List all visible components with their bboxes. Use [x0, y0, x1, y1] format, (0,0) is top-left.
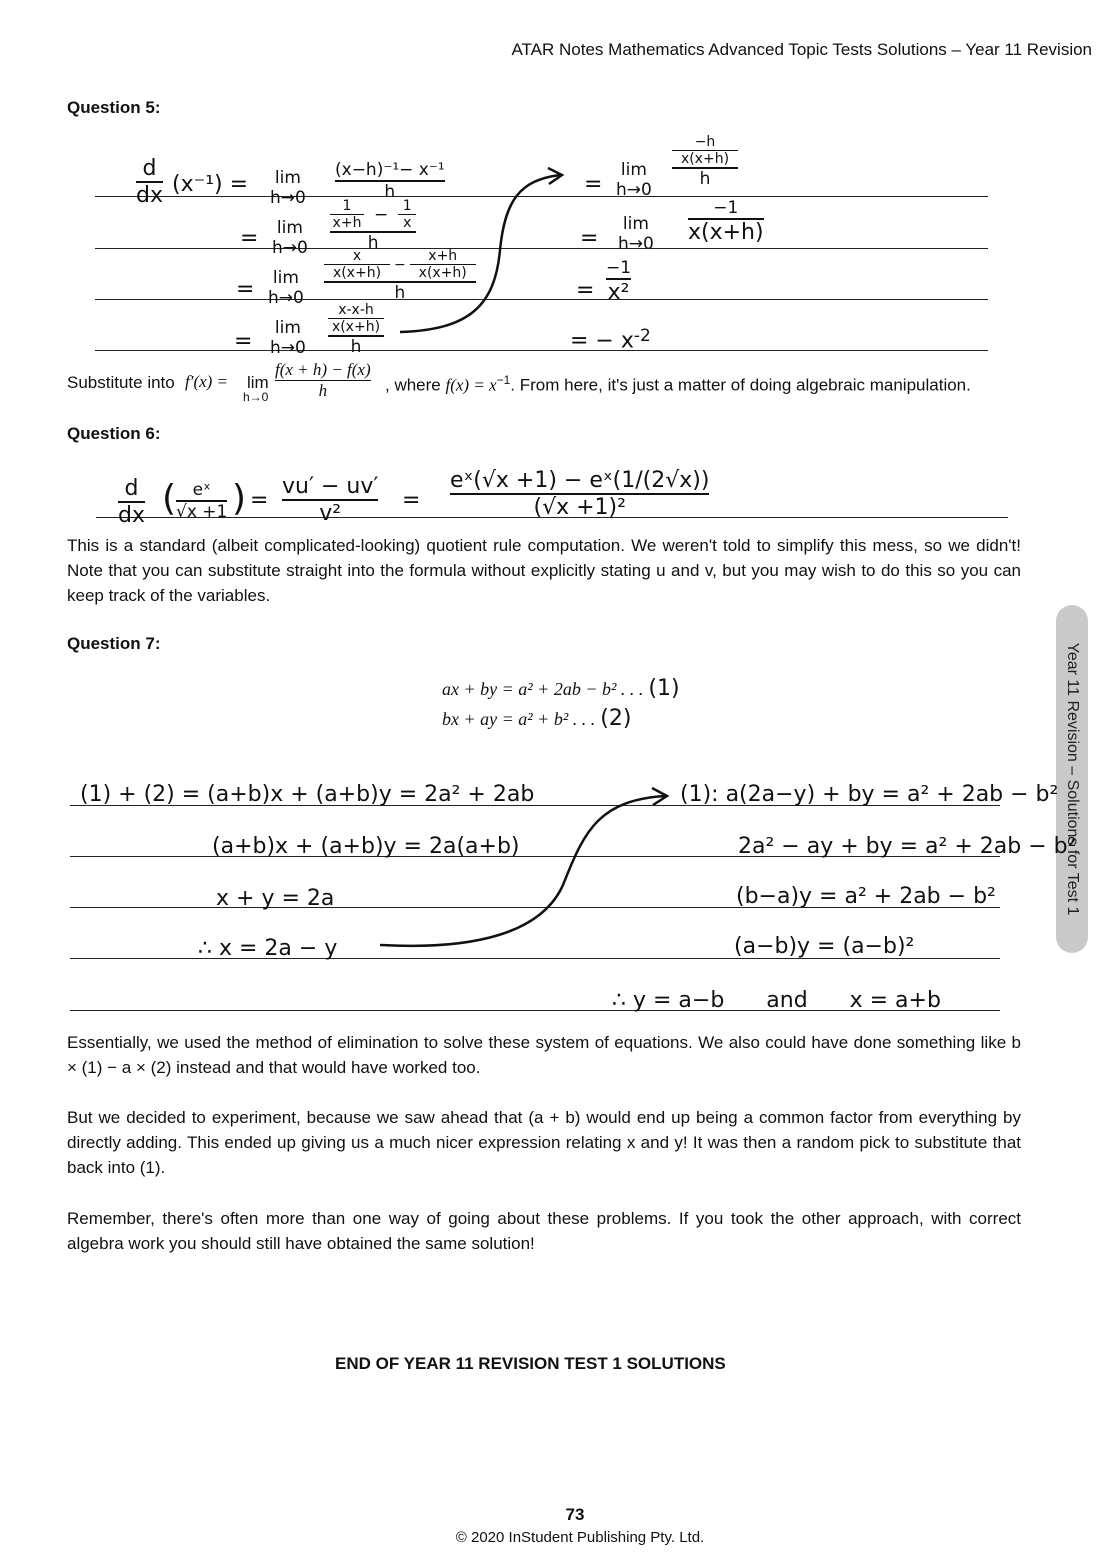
- equals-sign: =: [402, 488, 421, 513]
- question-7-explanation-3: Remember, there's often more than one way of going about these problems. If you took the other approach, with correct algebra work you should still have obtained the same solution!: [67, 1209, 1021, 1253]
- x-inverse: (x⁻¹) =: [172, 172, 249, 197]
- question-5-heading: Question 5:: [67, 98, 161, 117]
- final-result: = − $x^{-2}$: [570, 326, 651, 354]
- equals-sign: =: [584, 172, 603, 197]
- question-7-heading: Question 7:: [67, 634, 161, 653]
- quotient-rule-formula: vu′ − uv′ v²: [282, 474, 379, 526]
- question-5-explanation: Substitute into f′(x) = lim h→0 f(x + h) − f(x) h , where $f(x) = x^{-1}$. From here, it's just a matter of doing algebraic manipulation.: [67, 360, 971, 404]
- limit-label: lim h→0: [616, 160, 652, 200]
- left-paren: (: [162, 478, 177, 519]
- running-header: ATAR Notes Mathematics Advanced Topic Tests Solutions – Year 11 Revision: [511, 40, 1092, 59]
- working-line-left-1: (1) + (2) = (a+b)x + (a+b)y = 2a² + 2ab: [80, 782, 535, 807]
- derivative-operator: d dx: [136, 156, 163, 208]
- equals-sign: =: [580, 226, 599, 251]
- equals-sign: =: [236, 277, 255, 302]
- simplified-quotient-1: −h x(x+h) h: [672, 134, 738, 189]
- equation-1: ax + by = a² + 2ab − b² . . . (1): [442, 676, 680, 701]
- page-number: 73: [565, 1505, 585, 1524]
- equals-sign: =: [240, 226, 259, 251]
- working-line-right-5: ∴ y = a−b and x = a+b: [612, 988, 941, 1013]
- difference-quotient-1: (x−h)⁻¹− x⁻¹ h: [335, 160, 445, 202]
- right-paren: ): [232, 478, 247, 519]
- working-line-right-1: (1): a(2a−y) + by = a² + 2ab − b²: [680, 782, 1059, 807]
- first-principles-fraction: f(x + h) − f(x) h: [275, 360, 371, 400]
- working-line-left-4: ∴ x = 2a − y: [198, 936, 338, 961]
- limit-label: lim h→0: [618, 214, 654, 254]
- derivative-operator: d dx: [118, 476, 145, 528]
- question-7-explanation-2: But we decided to experiment, because we saw ahead that (a + b) would end up being a common factor from everything by directly adding. This ended up giving us a much nicer expression relating x and y! It was then a random pick to substitute that back into (1).: [67, 1108, 1021, 1177]
- end-of-test-label: END OF YEAR 11 REVISION TEST 1 SOLUTIONS: [335, 1354, 726, 1373]
- working-line-left-2: (a+b)x + (a+b)y = 2a(a+b): [212, 834, 520, 859]
- limit-label: lim h→0: [272, 218, 308, 258]
- function-fraction: eˣ √x +1: [176, 480, 228, 522]
- quotient-rule-result: eˣ(√x +1) − eˣ(1/(2√x)) (√x +1)²: [450, 468, 710, 520]
- copyright: © 2020 InStudent Publishing Pty. Ltd.: [455, 1529, 705, 1546]
- limit-label: lim h→0: [270, 318, 306, 358]
- question-6-explanation: This is a standard (albeit complicated-looking) quotient rule computation. We weren't told to simplify this mess, so we didn't! Note that you can substitute straight into the formula without explicitly stating u and v, but you may wish to do this so you can keep track of the variables.: [67, 536, 1021, 605]
- working-line-right-4: (a−b)y = (a−b)²: [734, 934, 915, 959]
- equation-2: bx + ay = a² + b² . . . (2): [442, 706, 632, 731]
- difference-quotient-3: x x(x+h) − x+h x(x+h) h: [324, 248, 476, 303]
- equals-sign: =: [576, 278, 595, 303]
- difference-quotient-4: x-x-h x(x+h) h: [328, 302, 384, 357]
- working-line-left-3: x + y = 2a: [216, 886, 335, 911]
- question-7-explanation-1: Essentially, we used the method of elimination to solve these system of equations. We also could have done something like b × (1) − a × (2) instead and that would have worked too.: [67, 1033, 1021, 1077]
- limit-label: lim h→0: [270, 168, 306, 208]
- simplified-quotient-3: −1 x²: [606, 258, 632, 305]
- question-6-heading: Question 6:: [67, 424, 161, 443]
- difference-quotient-2: 1 x+h − 1 x h: [330, 198, 416, 253]
- simplified-quotient-2: −1 x(x+h): [688, 198, 764, 245]
- equals-sign: =: [234, 329, 253, 354]
- limit-label: lim h→0: [268, 268, 304, 308]
- working-line-right-2: 2a² − ay + by = a² + 2ab − b²: [738, 834, 1077, 859]
- side-tab-label: Year 11 Revision – Solutions for Test 1: [1064, 642, 1081, 916]
- working-line-right-3: (b−a)y = a² + 2ab − b²: [736, 884, 996, 909]
- equals-sign: =: [250, 488, 269, 513]
